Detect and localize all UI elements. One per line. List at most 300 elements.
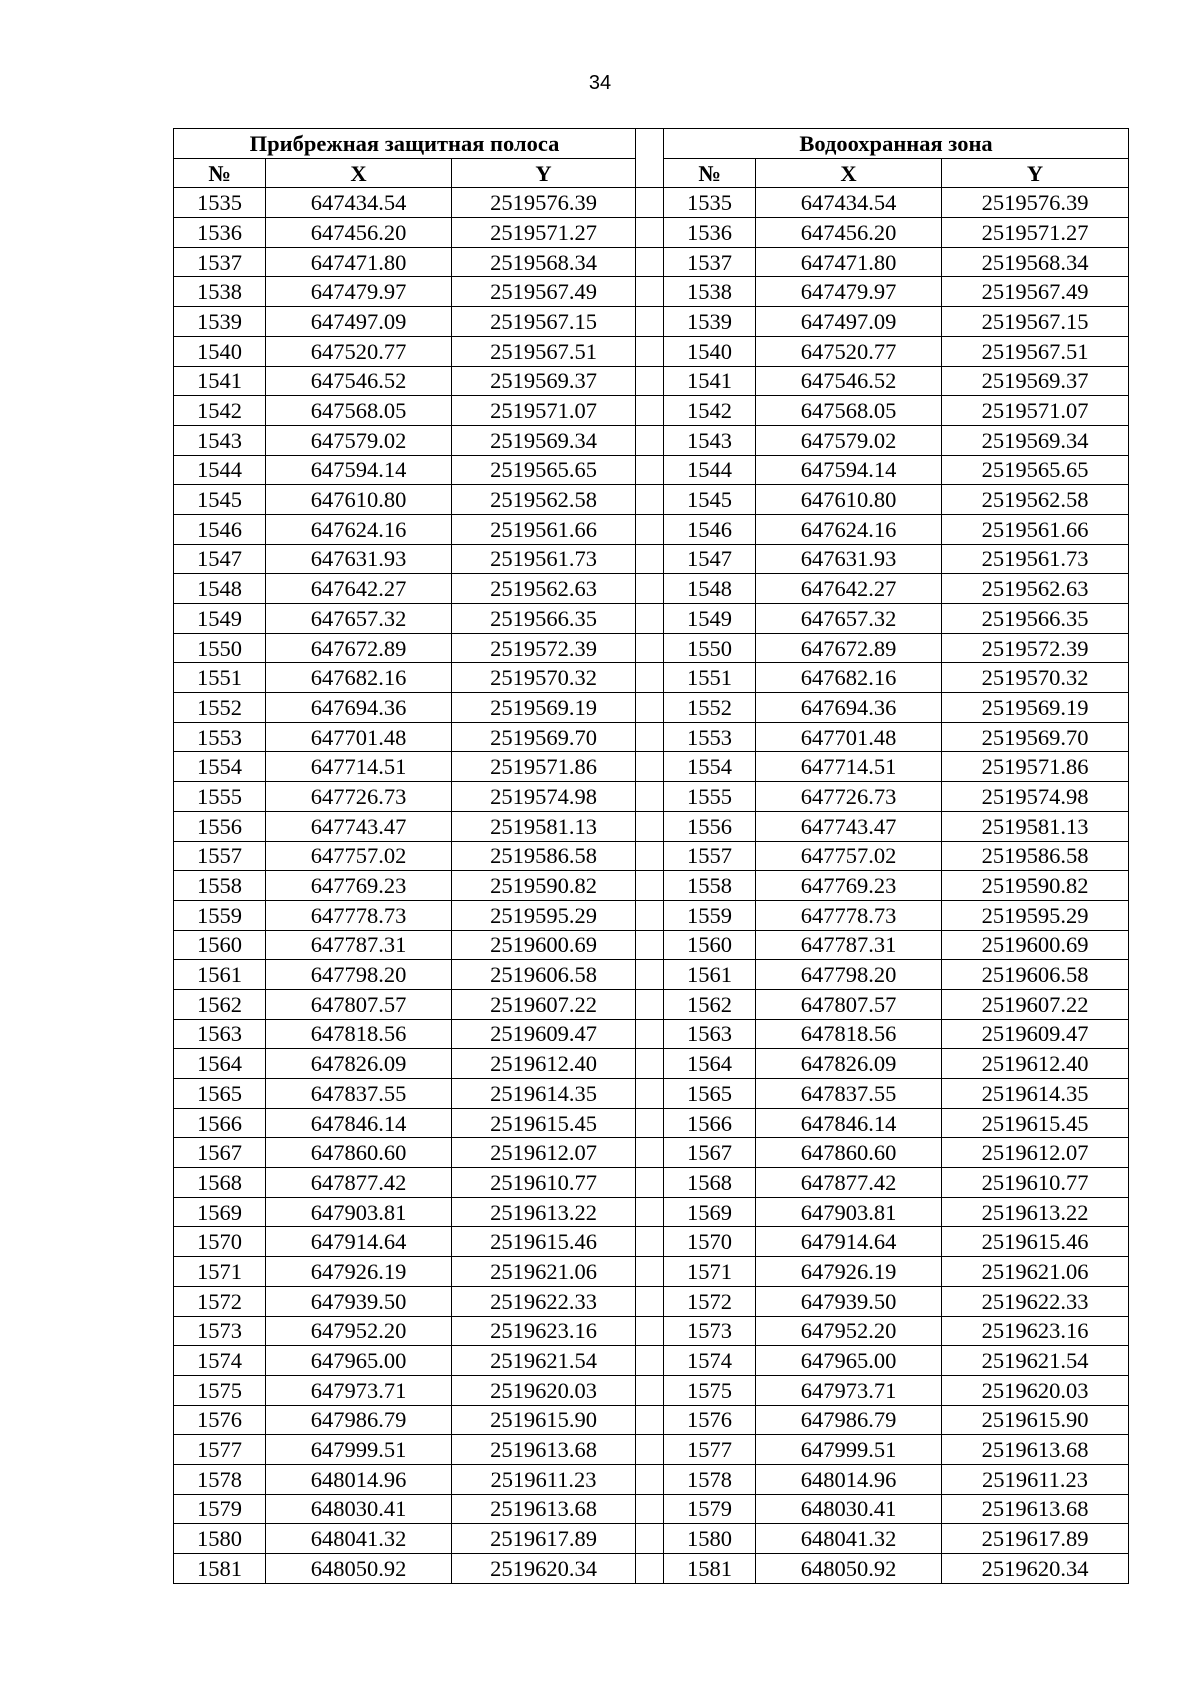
table-gap <box>636 811 664 841</box>
table-row <box>174 960 1129 990</box>
right-point-number: 1564 <box>664 1049 756 1079</box>
table-row <box>174 930 1129 960</box>
left-x-value: 647903.81 <box>266 1197 452 1227</box>
left-x-value: 647877.42 <box>266 1168 452 1198</box>
left-x-value: 647952.20 <box>266 1316 452 1346</box>
left-x-value: 648030.41 <box>266 1494 452 1524</box>
table-row <box>174 218 1129 248</box>
left-point-number: 1557 <box>174 841 266 871</box>
right-point-number: 1577 <box>664 1435 756 1465</box>
left-point-number: 1538 <box>174 277 266 307</box>
page-number: 34 <box>588 72 612 94</box>
right-y-value: 2519568.34 <box>942 247 1129 277</box>
left-point-number: 1548 <box>174 574 266 604</box>
right-y-value: 2519566.35 <box>942 604 1129 634</box>
left-x-value: 647714.51 <box>266 752 452 782</box>
left-x-value: 647846.14 <box>266 1108 452 1138</box>
table-gap <box>636 604 664 634</box>
right-x-value: 647624.16 <box>756 514 942 544</box>
left-point-number: 1559 <box>174 900 266 930</box>
right-point-number: 1553 <box>664 722 756 752</box>
right-point-number: 1543 <box>664 425 756 455</box>
right-y-value: 2519607.22 <box>942 989 1129 1019</box>
left-x-value: 647497.09 <box>266 307 452 337</box>
right-x-value: 647778.73 <box>756 900 942 930</box>
right-y-value: 2519606.58 <box>942 960 1129 990</box>
left-x-value: 647798.20 <box>266 960 452 990</box>
right-point-number: 1573 <box>664 1316 756 1346</box>
table-gap <box>636 1405 664 1435</box>
left-x-value: 647926.19 <box>266 1257 452 1287</box>
right-point-number: 1556 <box>664 811 756 841</box>
left-point-number: 1576 <box>174 1405 266 1435</box>
left-y-value: 2519621.54 <box>452 1346 636 1376</box>
right-point-number: 1580 <box>664 1524 756 1554</box>
table-row <box>174 841 1129 871</box>
table-gap <box>636 1257 664 1287</box>
left-point-number: 1547 <box>174 544 266 574</box>
right-x-value: 647631.93 <box>756 544 942 574</box>
left-y-value: 2519612.40 <box>452 1049 636 1079</box>
table-gap <box>636 1435 664 1465</box>
left-x-value: 647787.31 <box>266 930 452 960</box>
right-y-value: 2519617.89 <box>942 1524 1129 1554</box>
right-point-number: 1568 <box>664 1168 756 1198</box>
right-num-header: № <box>664 158 756 188</box>
right-x-value: 647579.02 <box>756 425 942 455</box>
left-x-value: 647769.23 <box>266 871 452 901</box>
right-point-number: 1560 <box>664 930 756 960</box>
table-gap <box>636 366 664 396</box>
table-row <box>174 396 1129 426</box>
left-point-number: 1569 <box>174 1197 266 1227</box>
table-row <box>174 336 1129 366</box>
left-x-header: X <box>266 158 452 188</box>
right-x-value: 647826.09 <box>756 1049 942 1079</box>
right-point-number: 1546 <box>664 514 756 544</box>
left-point-number: 1567 <box>174 1138 266 1168</box>
right-x-value: 647818.56 <box>756 1019 942 1049</box>
right-point-number: 1563 <box>664 1019 756 1049</box>
right-point-number: 1536 <box>664 218 756 248</box>
left-x-value: 647456.20 <box>266 218 452 248</box>
right-y-value: 2519569.70 <box>942 722 1129 752</box>
right-y-value: 2519620.34 <box>942 1554 1129 1584</box>
left-x-value: 647672.89 <box>266 633 452 663</box>
right-point-number: 1581 <box>664 1554 756 1584</box>
right-point-number: 1548 <box>664 574 756 604</box>
right-point-number: 1557 <box>664 841 756 871</box>
right-point-number: 1569 <box>664 1197 756 1227</box>
right-x-value: 647807.57 <box>756 989 942 1019</box>
right-x-value: 648041.32 <box>756 1524 942 1554</box>
left-y-value: 2519569.37 <box>452 366 636 396</box>
left-x-value: 647520.77 <box>266 336 452 366</box>
left-point-number: 1575 <box>174 1375 266 1405</box>
right-point-number: 1551 <box>664 663 756 693</box>
left-y-value: 2519570.32 <box>452 663 636 693</box>
right-point-number: 1541 <box>664 366 756 396</box>
left-point-number: 1545 <box>174 485 266 515</box>
left-point-number: 1571 <box>174 1257 266 1287</box>
right-point-number: 1574 <box>664 1346 756 1376</box>
table-row <box>174 1019 1129 1049</box>
table-row <box>174 900 1129 930</box>
left-y-value: 2519609.47 <box>452 1019 636 1049</box>
right-y-value: 2519622.33 <box>942 1286 1129 1316</box>
right-x-value: 647610.80 <box>756 485 942 515</box>
right-x-value: 647798.20 <box>756 960 942 990</box>
table-row <box>174 1524 1129 1554</box>
right-point-number: 1552 <box>664 693 756 723</box>
right-y-value: 2519613.22 <box>942 1197 1129 1227</box>
left-y-value: 2519586.58 <box>452 841 636 871</box>
left-point-number: 1578 <box>174 1464 266 1494</box>
right-x-value: 647672.89 <box>756 633 942 663</box>
left-point-number: 1540 <box>174 336 266 366</box>
left-y-value: 2519606.58 <box>452 960 636 990</box>
right-x-value: 647837.55 <box>756 1079 942 1109</box>
table-gap <box>636 218 664 248</box>
right-x-value: 647757.02 <box>756 841 942 871</box>
left-y-value: 2519565.65 <box>452 455 636 485</box>
left-point-number: 1550 <box>174 633 266 663</box>
right-y-value: 2519581.13 <box>942 811 1129 841</box>
right-y-value: 2519576.39 <box>942 188 1129 218</box>
table-gap <box>636 930 664 960</box>
right-y-value: 2519567.51 <box>942 336 1129 366</box>
table-row <box>174 1079 1129 1109</box>
table-row <box>174 1108 1129 1138</box>
left-x-value: 647434.54 <box>266 188 452 218</box>
right-x-value: 647568.05 <box>756 396 942 426</box>
table-row <box>174 1554 1129 1584</box>
left-x-value: 647594.14 <box>266 455 452 485</box>
table-row <box>174 247 1129 277</box>
left-x-value: 647757.02 <box>266 841 452 871</box>
table-row <box>174 693 1129 723</box>
right-y-value: 2519613.68 <box>942 1435 1129 1465</box>
left-x-value: 647479.97 <box>266 277 452 307</box>
table-gap <box>636 1464 664 1494</box>
left-point-number: 1572 <box>174 1286 266 1316</box>
right-x-value: 648014.96 <box>756 1464 942 1494</box>
right-x-value: 647726.73 <box>756 782 942 812</box>
left-x-value: 647914.64 <box>266 1227 452 1257</box>
left-point-number: 1553 <box>174 722 266 752</box>
right-point-number: 1566 <box>664 1108 756 1138</box>
right-point-number: 1571 <box>664 1257 756 1287</box>
table-row <box>174 1138 1129 1168</box>
right-y-value: 2519623.16 <box>942 1316 1129 1346</box>
right-point-number: 1575 <box>664 1375 756 1405</box>
table-gap <box>636 841 664 871</box>
right-y-value: 2519609.47 <box>942 1019 1129 1049</box>
left-x-value: 647778.73 <box>266 900 452 930</box>
left-point-number: 1555 <box>174 782 266 812</box>
table-gap <box>636 1286 664 1316</box>
right-x-value: 647965.00 <box>756 1346 942 1376</box>
table-gap <box>636 544 664 574</box>
table-row <box>174 1346 1129 1376</box>
right-x-value: 647642.27 <box>756 574 942 604</box>
left-y-header: Y <box>452 158 636 188</box>
right-y-value: 2519562.58 <box>942 485 1129 515</box>
table-row <box>174 1405 1129 1435</box>
right-x-value: 647701.48 <box>756 722 942 752</box>
right-x-value: 647682.16 <box>756 663 942 693</box>
left-x-value: 647568.05 <box>266 396 452 426</box>
table-row <box>174 1494 1129 1524</box>
right-point-number: 1559 <box>664 900 756 930</box>
table-gap <box>636 1049 664 1079</box>
table-gap <box>636 1554 664 1584</box>
right-y-value: 2519615.45 <box>942 1108 1129 1138</box>
left-point-number: 1573 <box>174 1316 266 1346</box>
table-gap <box>636 455 664 485</box>
left-point-number: 1563 <box>174 1019 266 1049</box>
right-x-value: 647926.19 <box>756 1257 942 1287</box>
left-point-number: 1580 <box>174 1524 266 1554</box>
left-y-value: 2519561.66 <box>452 514 636 544</box>
right-point-number: 1545 <box>664 485 756 515</box>
left-point-number: 1549 <box>174 604 266 634</box>
left-y-value: 2519561.73 <box>452 544 636 574</box>
table-row <box>174 1227 1129 1257</box>
left-point-number: 1574 <box>174 1346 266 1376</box>
left-point-number: 1543 <box>174 425 266 455</box>
right-y-value: 2519562.63 <box>942 574 1129 604</box>
right-y-value: 2519561.66 <box>942 514 1129 544</box>
left-y-value: 2519615.90 <box>452 1405 636 1435</box>
right-x-value: 647986.79 <box>756 1405 942 1435</box>
table-gap <box>636 960 664 990</box>
table-gap <box>636 1168 664 1198</box>
left-point-number: 1562 <box>174 989 266 1019</box>
left-y-value: 2519614.35 <box>452 1079 636 1109</box>
left-x-value: 647818.56 <box>266 1019 452 1049</box>
left-y-value: 2519615.45 <box>452 1108 636 1138</box>
right-y-value: 2519586.58 <box>942 841 1129 871</box>
table-row <box>174 782 1129 812</box>
left-y-value: 2519612.07 <box>452 1138 636 1168</box>
left-x-value: 647986.79 <box>266 1405 452 1435</box>
table-gap <box>636 129 664 188</box>
table-gap <box>636 900 664 930</box>
table-gap <box>636 989 664 1019</box>
table-row <box>174 722 1129 752</box>
left-y-value: 2519610.77 <box>452 1168 636 1198</box>
left-y-value: 2519613.22 <box>452 1197 636 1227</box>
left-x-value: 648041.32 <box>266 1524 452 1554</box>
table-row <box>174 752 1129 782</box>
table-gap <box>636 336 664 366</box>
left-y-value: 2519572.39 <box>452 633 636 663</box>
left-num-header: № <box>174 158 266 188</box>
right-y-value: 2519561.73 <box>942 544 1129 574</box>
table-row <box>174 514 1129 544</box>
table-gap <box>636 693 664 723</box>
right-point-number: 1558 <box>664 871 756 901</box>
left-y-value: 2519571.27 <box>452 218 636 248</box>
left-point-number: 1537 <box>174 247 266 277</box>
table-row <box>174 1435 1129 1465</box>
right-section-title: Водоохранная зона <box>664 129 1129 159</box>
right-point-number: 1555 <box>664 782 756 812</box>
left-y-value: 2519574.98 <box>452 782 636 812</box>
left-point-number: 1570 <box>174 1227 266 1257</box>
left-point-number: 1556 <box>174 811 266 841</box>
right-y-value: 2519621.06 <box>942 1257 1129 1287</box>
right-x-value: 648050.92 <box>756 1554 942 1584</box>
right-x-value: 647769.23 <box>756 871 942 901</box>
table-row <box>174 1316 1129 1346</box>
right-x-value: 648030.41 <box>756 1494 942 1524</box>
right-x-value: 647434.54 <box>756 188 942 218</box>
section-header-row <box>174 129 1129 159</box>
right-point-number: 1562 <box>664 989 756 1019</box>
right-x-value: 647939.50 <box>756 1286 942 1316</box>
left-x-value: 647701.48 <box>266 722 452 752</box>
left-y-value: 2519611.23 <box>452 1464 636 1494</box>
table-body <box>174 188 1129 1583</box>
left-x-value: 647965.00 <box>266 1346 452 1376</box>
left-point-number: 1542 <box>174 396 266 426</box>
table-row <box>174 485 1129 515</box>
left-x-value: 647694.36 <box>266 693 452 723</box>
table-row <box>174 366 1129 396</box>
right-y-value: 2519612.07 <box>942 1138 1129 1168</box>
table-gap <box>636 722 664 752</box>
left-point-number: 1566 <box>174 1108 266 1138</box>
table-row <box>174 425 1129 455</box>
right-x-value: 647456.20 <box>756 218 942 248</box>
right-y-value: 2519620.03 <box>942 1375 1129 1405</box>
left-y-value: 2519571.86 <box>452 752 636 782</box>
left-point-number: 1546 <box>174 514 266 544</box>
right-y-value: 2519615.90 <box>942 1405 1129 1435</box>
right-point-number: 1535 <box>664 188 756 218</box>
left-point-number: 1561 <box>174 960 266 990</box>
table-gap <box>636 1138 664 1168</box>
right-y-value: 2519565.65 <box>942 455 1129 485</box>
table-gap <box>636 574 664 604</box>
left-y-value: 2519562.58 <box>452 485 636 515</box>
right-x-value: 647877.42 <box>756 1168 942 1198</box>
right-y-value: 2519571.27 <box>942 218 1129 248</box>
left-x-value: 647657.32 <box>266 604 452 634</box>
right-y-value: 2519600.69 <box>942 930 1129 960</box>
left-point-number: 1565 <box>174 1079 266 1109</box>
left-x-value: 647973.71 <box>266 1375 452 1405</box>
table-gap <box>636 425 664 455</box>
left-y-value: 2519617.89 <box>452 1524 636 1554</box>
table-row <box>174 1168 1129 1198</box>
right-point-number: 1572 <box>664 1286 756 1316</box>
right-x-value: 647594.14 <box>756 455 942 485</box>
left-point-number: 1551 <box>174 663 266 693</box>
right-point-number: 1554 <box>664 752 756 782</box>
right-point-number: 1579 <box>664 1494 756 1524</box>
table-gap <box>636 871 664 901</box>
table-gap <box>636 247 664 277</box>
left-y-value: 2519576.39 <box>452 188 636 218</box>
left-y-value: 2519567.15 <box>452 307 636 337</box>
left-y-value: 2519595.29 <box>452 900 636 930</box>
table-gap <box>636 1227 664 1257</box>
right-y-value: 2519613.68 <box>942 1494 1129 1524</box>
right-point-number: 1550 <box>664 633 756 663</box>
left-point-number: 1536 <box>174 218 266 248</box>
right-y-value: 2519572.39 <box>942 633 1129 663</box>
right-x-value: 647973.71 <box>756 1375 942 1405</box>
left-point-number: 1564 <box>174 1049 266 1079</box>
left-point-number: 1552 <box>174 693 266 723</box>
table-row <box>174 1375 1129 1405</box>
left-x-value: 648050.92 <box>266 1554 452 1584</box>
left-y-value: 2519613.68 <box>452 1435 636 1465</box>
right-x-value: 647787.31 <box>756 930 942 960</box>
right-x-value: 647520.77 <box>756 336 942 366</box>
left-x-value: 647624.16 <box>266 514 452 544</box>
right-y-value: 2519610.77 <box>942 1168 1129 1198</box>
left-point-number: 1544 <box>174 455 266 485</box>
left-x-value: 647471.80 <box>266 247 452 277</box>
left-y-value: 2519622.33 <box>452 1286 636 1316</box>
table-row <box>174 188 1129 218</box>
table-gap <box>636 307 664 337</box>
left-x-value: 647579.02 <box>266 425 452 455</box>
right-point-number: 1565 <box>664 1079 756 1109</box>
right-point-number: 1539 <box>664 307 756 337</box>
table-row <box>174 277 1129 307</box>
left-x-value: 647939.50 <box>266 1286 452 1316</box>
left-y-value: 2519600.69 <box>452 930 636 960</box>
right-x-value: 647479.97 <box>756 277 942 307</box>
right-x-value: 647860.60 <box>756 1138 942 1168</box>
left-point-number: 1558 <box>174 871 266 901</box>
left-y-value: 2519566.35 <box>452 604 636 634</box>
left-x-value: 647610.80 <box>266 485 452 515</box>
left-point-number: 1579 <box>174 1494 266 1524</box>
right-y-value: 2519614.35 <box>942 1079 1129 1109</box>
right-point-number: 1567 <box>664 1138 756 1168</box>
left-point-number: 1554 <box>174 752 266 782</box>
table-row <box>174 307 1129 337</box>
left-point-number: 1577 <box>174 1435 266 1465</box>
right-x-value: 647657.32 <box>756 604 942 634</box>
left-y-value: 2519621.06 <box>452 1257 636 1287</box>
right-x-value: 647846.14 <box>756 1108 942 1138</box>
left-y-value: 2519607.22 <box>452 989 636 1019</box>
right-y-value: 2519590.82 <box>942 871 1129 901</box>
left-section-title: Прибрежная защитная полоса <box>174 129 636 159</box>
left-point-number: 1535 <box>174 188 266 218</box>
right-y-value: 2519612.40 <box>942 1049 1129 1079</box>
right-point-number: 1576 <box>664 1405 756 1435</box>
left-x-value: 647826.09 <box>266 1049 452 1079</box>
left-y-value: 2519620.03 <box>452 1375 636 1405</box>
table-gap <box>636 752 664 782</box>
table-row <box>174 663 1129 693</box>
right-point-number: 1570 <box>664 1227 756 1257</box>
table-gap <box>636 277 664 307</box>
right-point-number: 1540 <box>664 336 756 366</box>
left-y-value: 2519615.46 <box>452 1227 636 1257</box>
table-row <box>174 544 1129 574</box>
left-point-number: 1560 <box>174 930 266 960</box>
left-y-value: 2519569.34 <box>452 425 636 455</box>
